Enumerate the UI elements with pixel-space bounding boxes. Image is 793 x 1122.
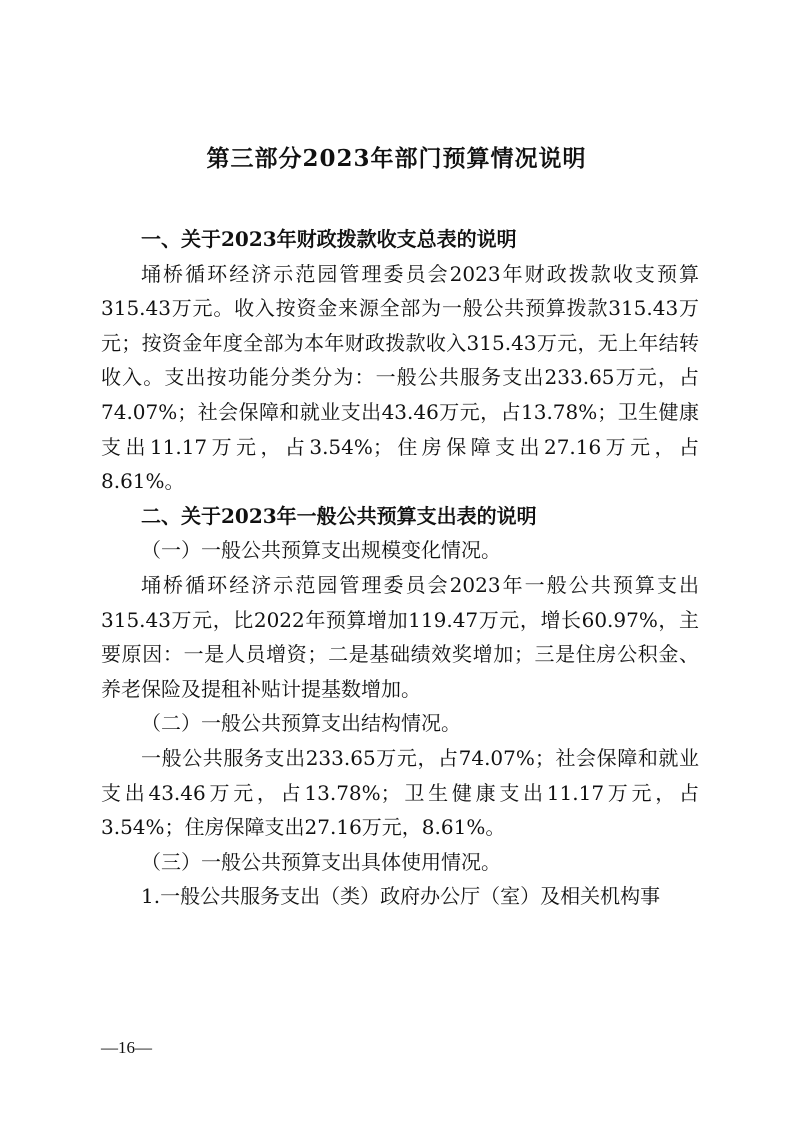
page-title: 第三部分2023年部门预算情况说明 (206, 145, 587, 172)
subsection-3-title: （三）一般公共预算支出具体使用情况。 (141, 849, 501, 874)
subsection-1-title: （一）一般公共预算支出规模变化情况。 (141, 538, 501, 563)
subsection-2-paragraph: 一般公共服务支出233.65万元，占74.07%；社会保障和就业支出43.46万元，占13.78%；卫生健康支出11.17万元，占3.54%；住房保障支出27.16万元，8.61%。 (101, 745, 699, 840)
section-1-paragraph: 埇桥循环经济示范园管理委员会2023年财政拨款收支预算315.43万元。收入按资金来源全部为一般公共预算拨款315.43万元；按资金年度全部为本年财政拨款收入315.43万元，无上年结转收入。支出按功能分类分为：一般公共服务支出233.65万元，占74.07%；社会保障和就业支出43.46万元，占13.78%；卫生健康支出11.17万元，占3.54%；住房保障支出27.16万元，占8.61%。 (101, 261, 699, 494)
subsection-1-paragraph: 埇桥循环经济示范园管理委员会2023年一般公共预算支出315.43万元，比2022年预算增加119.47万元，增长60.97%，主要原因：一是人员增资；二是基础绩效奖增加；三是住房公积金、养老保险及提租补贴计提基数增加。 (101, 572, 699, 701)
document-body (101, 222, 699, 914)
subsection-2-title: （二）一般公共预算支出结构情况。 (141, 711, 461, 736)
section-2-heading: 二、关于2023年一般公共预算支出表的说明 (141, 503, 537, 528)
subsection-3-item-1: 1.一般公共服务支出（类）政府办公厅（室）及相关机构事 (141, 884, 661, 909)
page-number: —16— (101, 1038, 152, 1057)
section-1-heading: 一、关于2023年财政拨款收支总表的说明 (141, 227, 517, 251)
